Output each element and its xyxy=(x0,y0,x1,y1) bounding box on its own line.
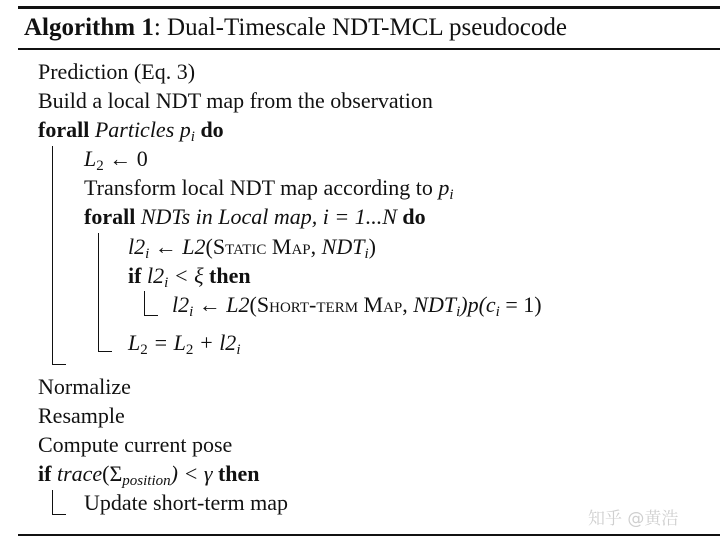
assign-arrow: ← xyxy=(149,234,183,259)
transform-sub: i xyxy=(449,187,454,203)
ndt-sub: i xyxy=(364,246,369,262)
short-assign-arrow: ← xyxy=(193,292,227,317)
short-l2i-var: l2 xyxy=(172,292,190,317)
trace-close: ) < γ xyxy=(170,461,218,486)
l2-fn: L2 xyxy=(182,234,206,259)
do-keyword-2: do xyxy=(402,204,426,229)
line-l2i-short-term: $l2_i$ ← L2(Short-term Map, $NDT_i)p(c_i = 1)$ xyxy=(172,292,542,320)
short-l2-fn: L2 xyxy=(226,292,250,317)
line-if-threshold xyxy=(128,262,251,290)
particle-sub: i xyxy=(190,129,195,145)
sum-sub-3: i xyxy=(236,342,241,358)
if-keyword: if xyxy=(128,263,142,288)
short-ndt-var: NDT xyxy=(413,292,457,317)
resample-text: Resample xyxy=(38,403,125,428)
line-l2-init xyxy=(84,145,148,173)
title-rule xyxy=(18,48,720,50)
line-build xyxy=(38,87,433,115)
transform-var: p xyxy=(438,175,450,200)
short-l2i-sub: i xyxy=(189,304,194,320)
l2-var: L xyxy=(84,146,97,171)
if-l2i-var: l2 xyxy=(146,263,165,288)
do-keyword: do xyxy=(200,117,224,142)
short-end: = 1) xyxy=(499,292,542,317)
then-keyword: then xyxy=(209,263,251,288)
forall-ndts-block-end xyxy=(98,351,112,352)
forall-keyword: forall xyxy=(38,117,90,142)
ndts-text: NDTs in Local map, xyxy=(140,204,323,229)
bottom-rule xyxy=(18,534,720,536)
algorithm-title xyxy=(24,10,567,46)
particles-text: Particles xyxy=(94,117,180,142)
normalize-text: Normalize xyxy=(38,374,131,399)
line-l2i-static: $l2_i$ ← L2(Static Map, $NDT_i$) xyxy=(128,234,376,262)
ndts-range: i = 1...N xyxy=(322,204,397,229)
short-c-sub: i xyxy=(495,304,500,320)
top-rule xyxy=(18,6,720,9)
forall-particles-block-bar xyxy=(52,146,53,364)
trace-sub: position xyxy=(122,473,171,489)
ndt-var: NDT xyxy=(321,234,365,259)
l2-init-rest: ← 0 xyxy=(103,146,148,171)
short-paren-open: ( xyxy=(249,292,257,317)
forall-keyword-2: forall xyxy=(84,204,136,229)
sum-eq: = L xyxy=(147,330,186,355)
short-tail: )p(c xyxy=(460,292,496,317)
forall-ndts-block-bar xyxy=(98,233,99,351)
watermark: 知乎 @黄浩 xyxy=(588,509,679,529)
line-update xyxy=(84,489,288,517)
particle-var: p xyxy=(179,117,191,142)
paren-open: ( xyxy=(205,234,213,259)
short-ndt-sub: i xyxy=(456,304,461,320)
line-forall-particles xyxy=(38,116,224,144)
trace-open: (Σ xyxy=(102,461,123,486)
l2i-sub: i xyxy=(145,246,150,262)
algorithm-label: Algorithm 1 xyxy=(24,14,154,41)
line-transform xyxy=(84,174,454,202)
line-resample xyxy=(38,402,125,430)
if-l2i-sub: i xyxy=(164,275,169,291)
trace-fn: trace xyxy=(56,461,103,486)
if-keyword-2: if xyxy=(38,461,52,486)
sum-plus: + l2 xyxy=(193,330,237,355)
update-text: Update short-term map xyxy=(84,490,289,515)
if-trace-block-bar xyxy=(52,490,53,514)
sum-l-var: L xyxy=(128,330,141,355)
if-cond: < ξ xyxy=(168,263,210,288)
short-term-map: Short-term Map xyxy=(256,292,403,317)
sum-sub-2: 2 xyxy=(185,342,194,358)
line-forall-ndts xyxy=(84,203,426,231)
algorithm-caption: : Dual-Timescale NDT-MCL pseudocode xyxy=(153,14,567,41)
prediction-text: Prediction (Eq. 3) xyxy=(38,59,196,84)
l2i-var: l2 xyxy=(128,234,146,259)
l2-sub: 2 xyxy=(96,158,104,174)
line-compute xyxy=(38,431,232,459)
if-block-end xyxy=(144,315,158,316)
then-keyword-2: then xyxy=(217,461,260,486)
compute-text: Compute current pose xyxy=(38,432,233,457)
line-if-trace xyxy=(38,460,260,488)
forall-particles-block-end xyxy=(52,364,66,365)
line-prediction xyxy=(38,58,195,86)
build-text: Build a local NDT map from the observation xyxy=(38,88,433,113)
static-map: Static Map xyxy=(212,234,311,259)
line-sum xyxy=(128,329,240,357)
transform-text: Transform local NDT map according to xyxy=(84,175,439,200)
sum-sub-1: 2 xyxy=(140,342,148,358)
paren-close: ) xyxy=(368,234,376,259)
line-normalize xyxy=(38,373,131,401)
if-block-bar xyxy=(144,291,145,315)
if-trace-block-end xyxy=(52,514,66,515)
